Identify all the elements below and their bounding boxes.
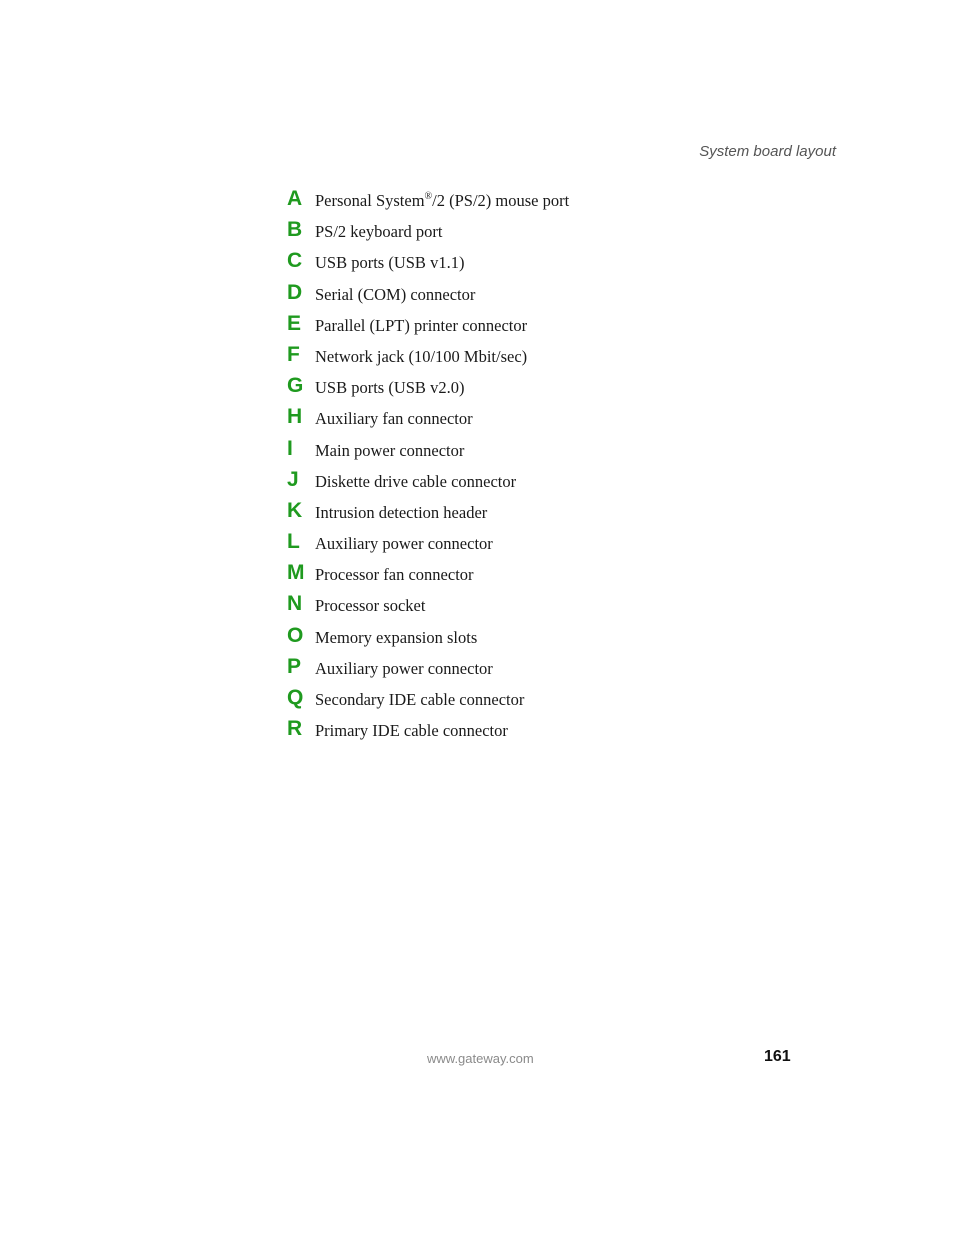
legend-letter: Q (287, 686, 304, 709)
legend-label: Intrusion detection header (315, 502, 488, 522)
legend-label: Auxiliary fan connector (315, 409, 473, 429)
legend-label-part: Personal System (315, 191, 425, 210)
legend-letter: L (287, 530, 300, 554)
legend-label: Main power connector (315, 440, 465, 460)
legend-label: Serial (COM) connector (315, 284, 476, 304)
legend-letter: J (287, 467, 299, 491)
legend-label: USB ports (USB v1.1) (315, 253, 465, 273)
legend-label: Primary IDE cable connector (315, 721, 508, 741)
legend-letter: P (287, 654, 302, 678)
legend-letter: H (287, 405, 303, 429)
legend-letter: I (287, 436, 293, 460)
legend-label: Processor socket (315, 596, 426, 616)
legend-letter: K (287, 498, 303, 522)
legend-label: Network jack (10/100 Mbit/sec) (315, 346, 528, 366)
legend-letter: F (287, 342, 300, 366)
legend-label: PS/2 keyboard port (315, 222, 443, 242)
registered-mark: ® (424, 190, 433, 202)
legend-letter: R (287, 717, 303, 741)
legend-letter: E (287, 311, 302, 335)
legend-label (315, 190, 569, 212)
legend-letter: B (287, 218, 303, 242)
legend-label: Auxiliary power connector (315, 658, 493, 678)
legend-label: Memory expansion slots (315, 627, 478, 647)
legend-label: Processor fan connector (315, 565, 474, 585)
legend-label: USB ports (USB v2.0) (315, 378, 465, 398)
legend-letter: N (287, 592, 303, 616)
legend-letter: O (287, 623, 304, 647)
legend-letter: D (287, 280, 303, 304)
legend-letter: C (287, 249, 303, 273)
legend-label: Diskette drive cable connector (315, 471, 517, 491)
legend-label-part: /2 (PS/2) mouse port (432, 191, 570, 210)
legend-label: Auxiliary power connector (315, 534, 493, 554)
legend-label: Secondary IDE cable connector (315, 690, 525, 709)
footer-website-link[interactable]: www.gateway.com (427, 1051, 534, 1066)
page-number: 161 (764, 1048, 791, 1065)
legend-letter: M (287, 561, 305, 585)
legend-label: Parallel (LPT) printer connector (315, 315, 528, 335)
running-header-title: System board layout (699, 143, 836, 160)
legend-letter: A (287, 187, 303, 210)
legend-letter: G (287, 374, 304, 398)
